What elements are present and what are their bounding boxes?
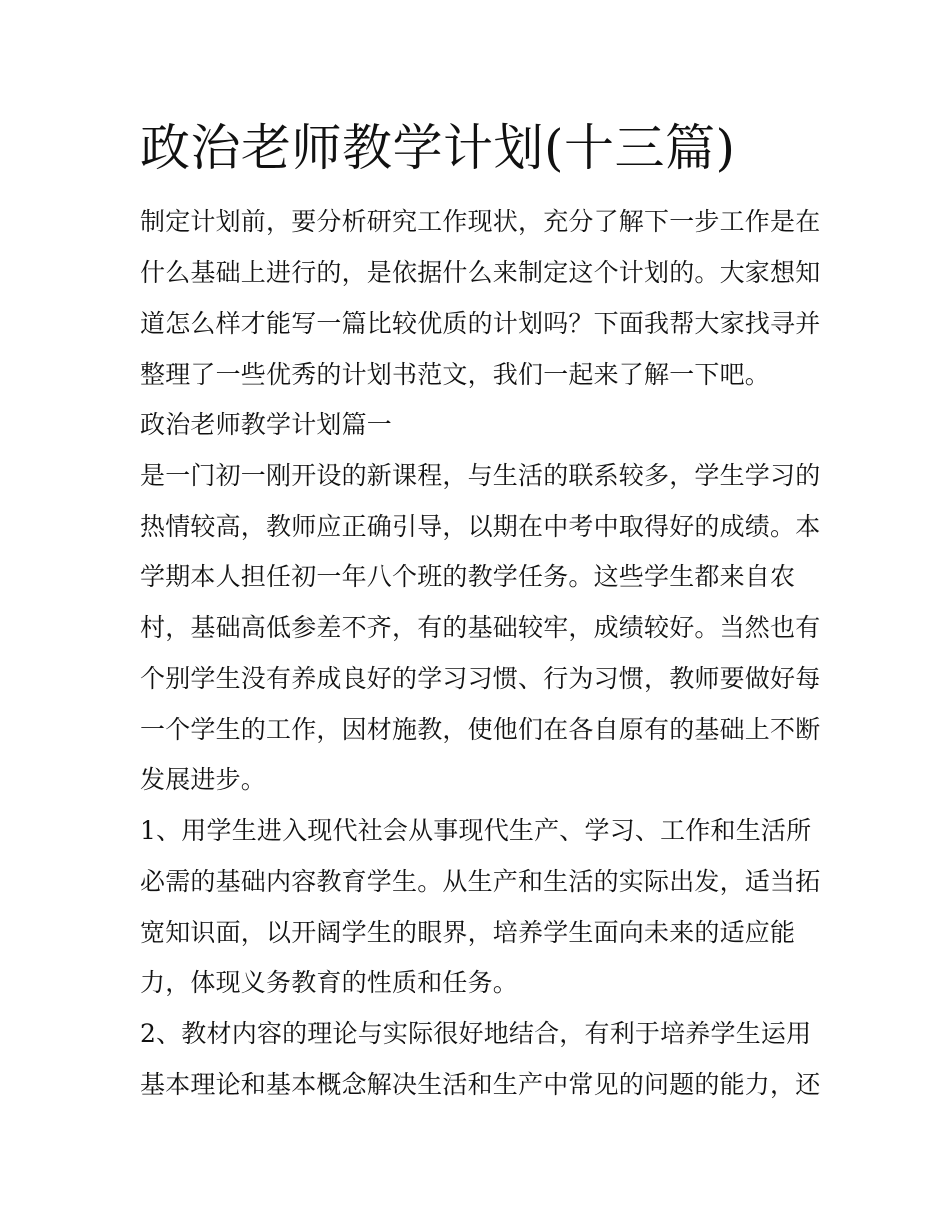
paragraph-line: 村，基础高低参差不齐，有的基础较牢，成绩较好。当然也有 — [140, 613, 821, 642]
list-item-line: 2、教材内容的理论与实际很好地结合，有利于培养学生运用 — [140, 1019, 812, 1048]
paragraph-line: 一个学生的工作，因材施教，使他们在各自原有的基础上不断 — [140, 715, 821, 744]
list-item-line: 宽知识面，以开阔学生的眼界，培养学生面向未来的适应能 — [140, 918, 796, 947]
paragraph-line: 道怎么样才能写一篇比较优质的计划吗？下面我帮大家找寻并 — [140, 309, 821, 338]
section-heading: 政治老师教学计划篇一 — [140, 410, 393, 439]
paragraph-line: 个别学生没有养成良好的学习习惯、行为习惯，教师要做好每 — [140, 664, 821, 693]
paragraph-line: 发展进步。 — [140, 765, 267, 794]
paragraph-line: 是一门初一刚开设的新课程，与生活的联系较多，学生学习的 — [140, 461, 821, 490]
paragraph-line: 学期本人担任初一年八个班的教学任务。这些学生都来自农 — [140, 562, 796, 591]
list-item-line: 1、用学生进入现代社会从事现代生产、学习、工作和生活所 — [140, 816, 812, 845]
paragraph-line: 热情较高，教师应正确引导，以期在中考中取得好的成绩。本 — [140, 512, 821, 541]
paragraph-line: 整理了一些优秀的计划书范文，我们一起来了解一下吧。 — [140, 360, 771, 389]
list-item-line: 必需的基础内容教育学生。从生产和生活的实际出发，适当拓 — [140, 867, 821, 896]
paragraph-line: 什么基础上进行的，是依据什么来制定这个计划的。大家想知 — [140, 258, 821, 287]
list-item-line: 力，体现义务教育的性质和任务。 — [140, 968, 519, 997]
paragraph-line: 制定计划前，要分析研究工作现状，充分了解下一步工作是在 — [140, 207, 821, 236]
list-item-line: 基本理论和基本概念解决生活和生产中常见的问题的能力，还 — [140, 1070, 821, 1099]
document-title: 政治老师教学计划(十三篇) — [140, 119, 736, 177]
